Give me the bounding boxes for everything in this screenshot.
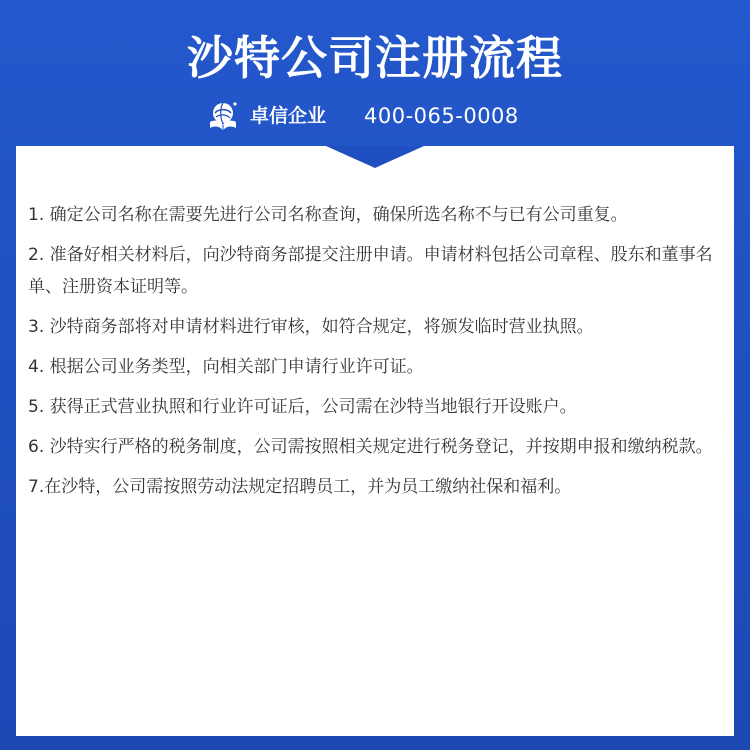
phone-number: 400-065-0008 <box>364 104 519 128</box>
header-banner <box>0 0 750 150</box>
step-item-4: 4. 根据公司业务类型，向相关部门申请行业许可证。 <box>28 357 424 377</box>
step-item-1: 1. 确定公司名称在需要先进行公司名称查询，确保所选名称不与已有公司重复。 <box>28 205 628 225</box>
steps-list <box>28 199 728 511</box>
step-item-7: 7.在沙特，公司需按照劳动法规定招聘员工，并为员工缴纳社保和福利。 <box>28 477 572 497</box>
step-item-3: 3. 沙特商务部将对申请材料进行审核，如符合规定，将颁发临时营业执照。 <box>28 317 594 337</box>
step-item-6: 6. 沙特实行严格的税务制度，公司需按照相关规定进行税务登记，并按期申报和缴纳税款。 <box>28 437 713 457</box>
brand-name: 卓信企业 <box>250 105 327 127</box>
header-notch <box>326 146 424 168</box>
step-item-5: 5. 获得正式营业执照和行业许可证后，公司需在沙特当地银行开设账户。 <box>28 397 577 417</box>
page-title: 沙特公司注册流程 <box>187 31 563 85</box>
globe-book-icon <box>204 98 242 134</box>
step-item-2: 2. 准备好相关材料后，向沙特商务部提交注册申请。申请材料包括公司章程、股东和董事名单、注册资本证明等。 <box>28 245 713 297</box>
brand-row <box>204 98 519 134</box>
content-panel <box>16 146 734 736</box>
